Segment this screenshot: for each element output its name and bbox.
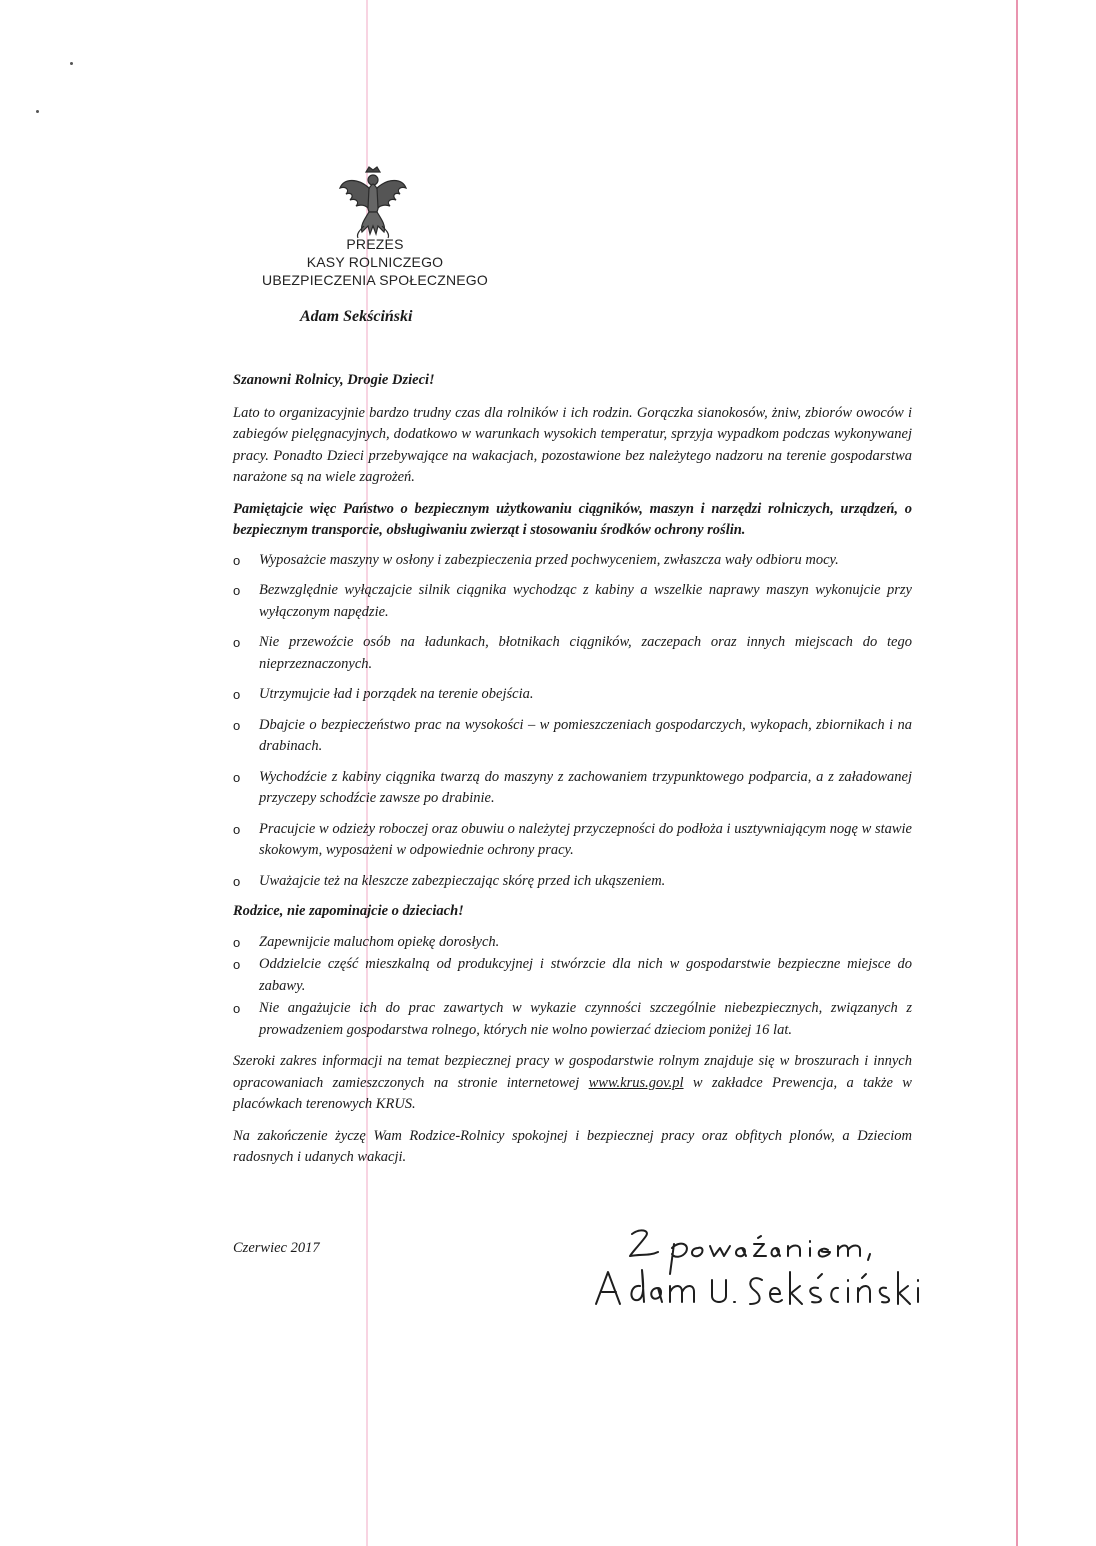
list-item-text: Wyposażcie maszyny w osłony i zabezpieczenia przed pochwyceniem, zwłaszcza wały odbioru mocy.: [259, 551, 839, 568]
parents-heading: Rodzice, nie zapominajcie o dzieciach!: [233, 903, 464, 919]
bullet: o: [233, 821, 241, 837]
list-item: [233, 998, 912, 1041]
list-item-text: Bezwzględnie wyłączajcie silnik ciągnika wychodząc z kabiny a wszelkie naprawy maszyn wykonujcie przy wyłączonym napędzie.: [259, 582, 912, 620]
bullet: o: [233, 635, 241, 650]
bullet: o: [233, 1001, 241, 1016]
bullet: o: [233, 552, 241, 568]
emphasis-paragraph: Pamiętajcie więc Państwo o bezpiecznym użytkowaniu ciągników, maszyn i narzędzi rolniczych, urządzeń, o bezpiecznym transporcie, obsługiwaniu zwierząt i stosowaniu środków ochrony roślin.: [233, 500, 912, 538]
list-item-text: Nie angażujcie ich do prac zawartych w wykazie czynności szczególnie niebezpiecznych, związanych z prowadzeniem gospodarstwa rolnego, których nie wolno powierzać dzieciom poniżej 16 lat.: [259, 1000, 912, 1038]
list-item: [233, 767, 912, 810]
header-institution-2: UBEZPIECZENIA SPOŁECZNEGO: [262, 272, 488, 288]
scan-speck: [36, 110, 39, 113]
bullet: o: [233, 717, 241, 733]
list-item-text: Pracujcie w odzieży roboczej oraz obuwiu o należytej przyczepności do podłoża i usztywniającym nogę w stawie skokowym, wyposażeni w odpowiednie ochrony pracy.: [259, 820, 912, 858]
handwritten-signature: [586, 1222, 926, 1322]
letter-body: [233, 370, 912, 1169]
list-item-text: Nie przewoźcie osób na ładunkach, błotnikach ciągników, zaczepach oraz innych miejscach do tego nieprzeznaczonych.: [259, 634, 912, 672]
list-item: [233, 580, 912, 623]
safety-list: [233, 550, 912, 893]
list-item: [233, 954, 912, 997]
eagle-emblem-icon: [336, 164, 410, 242]
author-name: Adam Sekściński: [300, 308, 413, 325]
greeting: Szanowni Rolnicy, Drogie Dzieci!: [233, 372, 435, 388]
list-item-text: Utrzymujcie ład i porządek na terenie obejścia.: [259, 686, 534, 702]
list-item: [233, 632, 912, 675]
bullet: o: [233, 769, 241, 785]
list-item: [233, 819, 912, 862]
list-item: [233, 932, 912, 954]
info-paragraph: [233, 1051, 912, 1116]
bullet: o: [233, 687, 241, 702]
letter-date: Czerwiec 2017: [233, 1240, 320, 1256]
bullet: o: [233, 583, 241, 598]
list-item-text: Uważajcie też na kleszcze zabezpieczając skórę przed ich ukąszeniem.: [259, 872, 666, 889]
info-text: Szeroki zakres informacji na temat bezpiecznej pracy w gospodarstwie rolnym znajduje się w broszurach i innych opracowaniach zamieszczonych na stronie internetowej: [233, 1053, 912, 1091]
list-item-text: Oddzielcie część mieszkalną od produkcyjnej i stwórzcie dla nich w gospodarstwie bezpieczne miejsce do zabawy.: [259, 956, 912, 994]
closing-paragraph: Na zakończenie życzę Wam Rodzice-Rolnicy spokojnej i bezpiecznej pracy oraz obfitych plonów, a Dzieciom radosnych i udanych wakacji.: [233, 1127, 912, 1165]
list-item-text: Wychodźcie z kabiny ciągnika twarzą do maszyny z zachowaniem trzypunktowego podparcia, a z załadowanej przyczepy schodźcie zawsze po drabinie.: [259, 768, 912, 806]
list-item: [233, 871, 912, 893]
list-item: [233, 684, 912, 706]
header-title: PREZES: [346, 236, 404, 252]
bullet: o: [233, 934, 241, 950]
list-item: [233, 550, 912, 572]
bullet: o: [233, 873, 241, 889]
list-item-text: Zapewnijcie maluchom opiekę dorosłych.: [259, 933, 500, 950]
list-item-text: Dbajcie o bezpieczeństwo prac na wysokości – w pomieszczeniach gospodarczych, wykopach, zbiornikach i na drabinach.: [259, 716, 912, 754]
list-item: [233, 715, 912, 758]
parents-list: [233, 932, 912, 1042]
scan-speck: [70, 62, 73, 65]
header-institution: KASY ROLNICZEGO: [306, 254, 444, 270]
info-text-end: w zakładce Prewencja, a także w placówkach terenowych KRUS.: [233, 1074, 912, 1112]
intro-paragraph: Lato to organizacyjnie bardzo trudny czas dla rolników i ich rodzin. Gorączka sianokosów, żniw, zbiorów owoców i zabiegów pielęgnacyjnych, dodatkowo w warunkach wysokich temperatur, sprzyja wypadkom podczas wykonywanej pracy. Ponadto Dzieci przebywające na wakacjach, pozostawione bez należytego nadzoru na terenie gospodarstwa narażone są na wiele zagrożeń.: [233, 404, 912, 485]
scan-artifact-line: [1016, 0, 1018, 1546]
bullet: o: [233, 957, 241, 972]
krus-website-link[interactable]: www.krus.gov.pl: [588, 1074, 684, 1091]
